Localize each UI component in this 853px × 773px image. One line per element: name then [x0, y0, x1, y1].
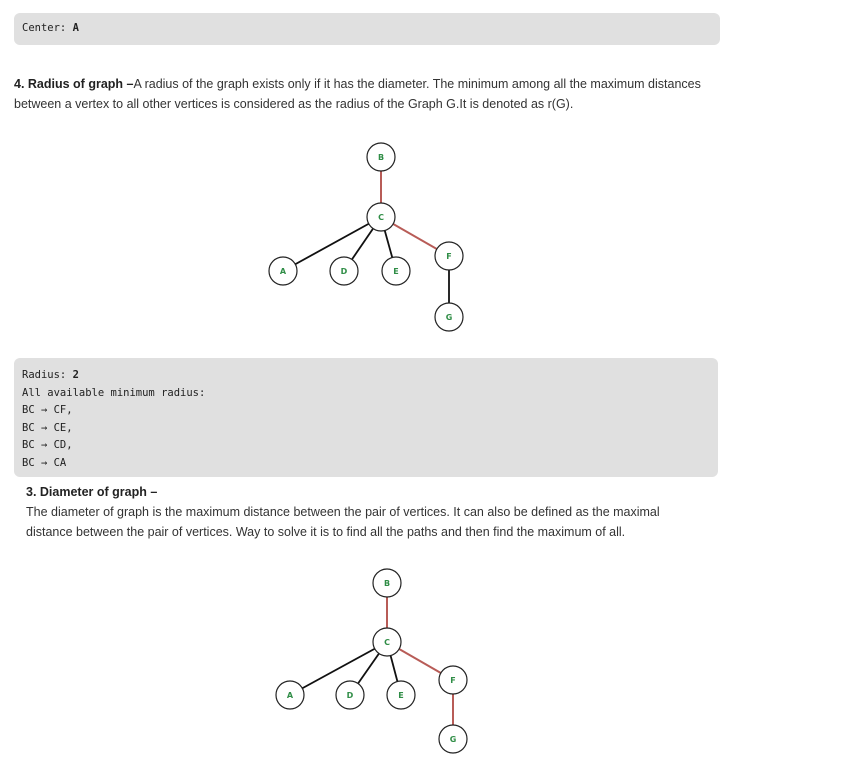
- node-label: C: [378, 213, 384, 222]
- radius-graph-node-c: [367, 203, 395, 231]
- node-label: B: [377, 153, 385, 162]
- radius-text: A radius of the graph exists only if it has the diameter. The minimum among all the maximum distances between a vertex to all other vertices is considered as the radius of the Graph G.It is denoted as r(G).: [14, 77, 701, 111]
- diameter-graph-node-a: [276, 681, 304, 709]
- node-label: A: [279, 267, 287, 276]
- radius-value: 2: [72, 369, 79, 381]
- node-label: D: [346, 691, 354, 700]
- radius-list-title: All available minimum radius:: [22, 386, 206, 399]
- radius-label: Radius:: [22, 369, 67, 381]
- node-label: F: [446, 252, 452, 261]
- node-label: D: [340, 267, 348, 276]
- diameter-paragraph: The diameter of graph is the maximum distance between the pair of vertices. It can also be defined as the maximal distance between the pair of vertices. Way to solve it is to find all the paths and then find the maximum of all.: [26, 505, 660, 539]
- radius-item: BC → CF,: [22, 404, 73, 416]
- radius-item: BC → CA: [22, 456, 67, 469]
- diameter-graph-node-f: [439, 666, 467, 694]
- diameter-graph-node-d: [336, 681, 364, 709]
- radius-paragraph: [14, 74, 714, 114]
- diameter-graph-node-b: [373, 569, 401, 597]
- node-label: E: [393, 267, 399, 276]
- diameter-heading: 3. Diameter of graph –: [26, 485, 158, 499]
- radius-graph-node-f: [435, 242, 463, 270]
- diameter-graph-node-c: [373, 628, 401, 656]
- center-code-box: [14, 13, 720, 45]
- node-label: G: [449, 735, 457, 744]
- radius-graph-node-d: [330, 257, 358, 285]
- node-label: A: [286, 691, 294, 700]
- radius-code-box: [14, 358, 718, 477]
- radius-graph-node-g: [435, 303, 463, 331]
- radius-heading: 4. Radius of graph –: [14, 77, 134, 91]
- node-label: G: [445, 313, 453, 322]
- node-label: B: [383, 579, 391, 588]
- diameter-graph-node-g: [439, 725, 467, 753]
- center-label: Center:: [22, 22, 67, 34]
- node-label: E: [398, 691, 404, 700]
- radius-graph-node-a: [269, 257, 297, 285]
- center-value: A: [72, 22, 79, 34]
- radius-line: [22, 367, 710, 385]
- node-label: F: [450, 676, 456, 685]
- radius-graph-node-e: [382, 257, 410, 285]
- radius-graph-diagram: [0, 140, 853, 340]
- node-label: C: [384, 638, 390, 647]
- radius-graph-node-b: [367, 143, 395, 171]
- diameter-graph-diagram: [0, 566, 853, 766]
- radius-item: BC → CD,: [22, 439, 73, 451]
- diameter-graph-node-e: [387, 681, 415, 709]
- radius-item: BC → CE,: [22, 421, 73, 434]
